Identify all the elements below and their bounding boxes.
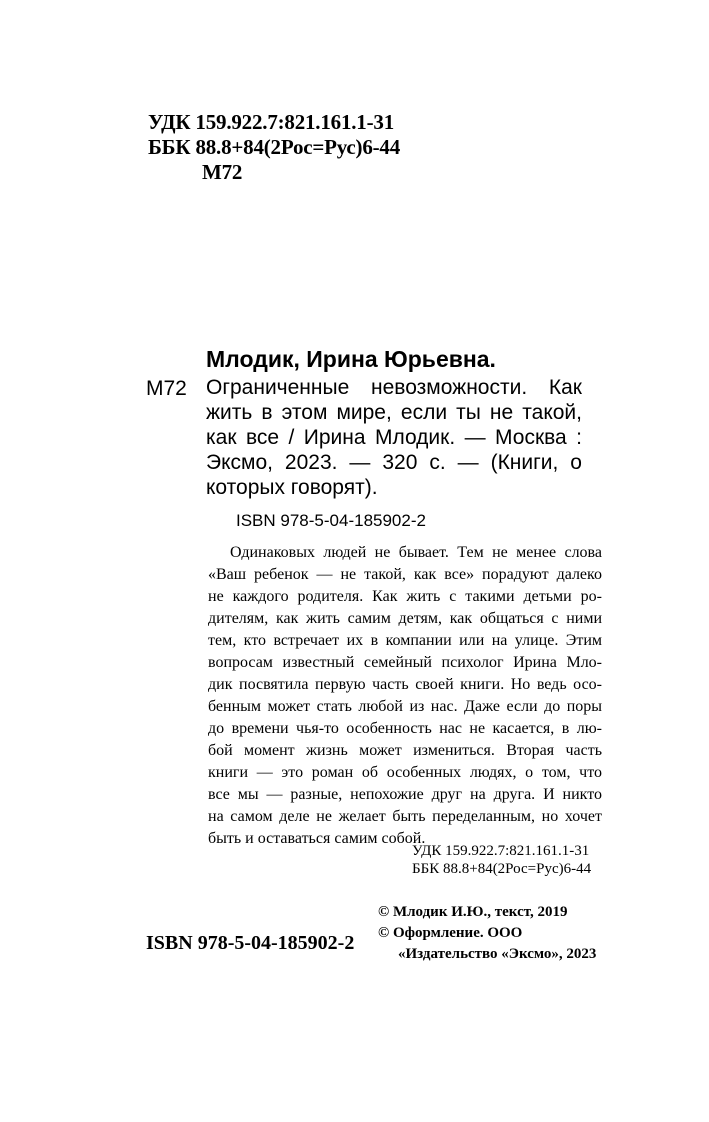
footer-isbn: ISBN 978-5-04-185902-2	[146, 932, 355, 954]
record-line: Эксмо, 2023. — 320 с. — (Книги, о	[206, 451, 582, 474]
bbk-code: ББК 88.8+84(2Рос=Рус)6-44	[148, 135, 401, 159]
annotation-line: до времени чья-то особенность нас не касается, в лю-	[208, 720, 602, 737]
copyright-line: «Издательство «Эксмо», 2023	[398, 946, 597, 962]
bibliographic-record	[206, 375, 582, 500]
annotation-line: «Ваш ребенок — не такой, как все» порадуют далеко	[208, 566, 602, 583]
annotation	[208, 542, 602, 850]
author-sign: М72	[202, 160, 243, 184]
copyright-line: © Млодик И.Ю., текст, 2019	[378, 904, 568, 920]
copyright-block	[378, 902, 596, 965]
record-isbn: ISBN 978-5-04-185902-2	[236, 511, 426, 530]
annotation-bbk: ББК 88.8+84(2Рос=Рус)6-44	[412, 861, 592, 877]
record-line: жить в этом мире, если ты не такой,	[206, 401, 582, 424]
annotation-line: на самом деле не желает быть переделанным, но хочет	[208, 808, 602, 825]
author-sign-record: М72	[146, 377, 187, 400]
annotation-line: быть и оставаться самим собой.	[208, 830, 426, 847]
annotation-line: тем, кто встречает их в компании или на улице. Этим	[208, 632, 602, 649]
annotation-line: Одинаковых людей не бывает. Тем не менее слова	[230, 544, 602, 561]
annotation-line: вопросам известный семейный психолог Ирина Мло-	[208, 654, 602, 671]
record-line: Ограниченные невозможности. Как	[206, 376, 582, 399]
annotation-line: дителям, как жить самим детям, как общаться с ними	[208, 610, 602, 627]
annotation-line: все мы — разные, непохожие друг на друга. И никто	[208, 786, 602, 803]
record-line: которых говорят).	[206, 476, 378, 499]
annotation-line: дик посвятила первую часть своей книги. Но ведь осо-	[208, 676, 602, 693]
record-line: как все / Ирина Млодик. — Москва :	[206, 426, 582, 449]
udk-code: УДК 159.922.7:821.161.1-31	[148, 110, 395, 134]
annotation-line: бенным может стать любой из нас. Даже если до поры	[208, 698, 602, 715]
annotation-line: книги — это роман об особенных людях, о том, что	[208, 764, 602, 781]
author-name: Млодик, Ирина Юрьевна.	[206, 346, 496, 372]
annotation-udk: УДК 159.922.7:821.161.1-31	[412, 843, 590, 859]
annotation-line: не каждого родителя. Как жить с такими детьми ро-	[208, 588, 602, 605]
annotation-line: бой момент жизнь может измениться. Вторая часть	[208, 742, 602, 759]
copyright-line: © Оформление. ООО	[378, 925, 523, 941]
